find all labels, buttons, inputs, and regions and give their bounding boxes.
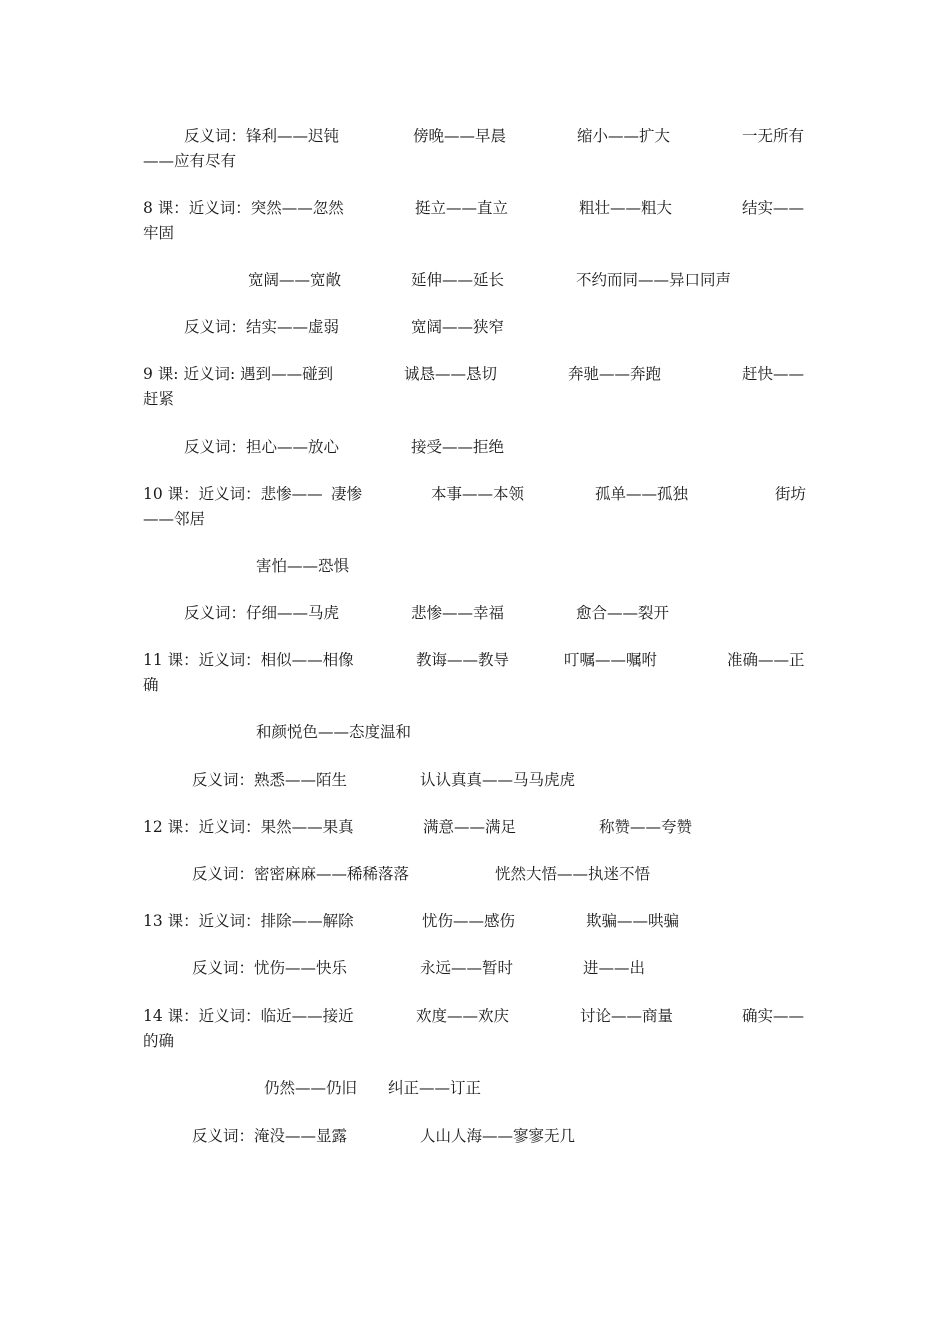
text-line: 称赞——夸赞 [599,818,693,836]
text-line: 奔驰——奔跑 [568,365,662,383]
text-line: 不约而同——异口同声 [576,271,732,289]
text-line: 13 课：近义词：排除——解除 [143,912,354,930]
text-line: 永远——暂时 [420,959,514,977]
text-line: 讨论——商量 [580,1007,674,1025]
text-line: ——应有尽有 [143,152,237,170]
text-line: 11 课：近义词：相似——相像 [143,651,354,669]
text-line: 和颜悦色——态度温和 [256,723,412,741]
text-line: 反义词：忧伤——快乐 [192,959,348,977]
text-line: 的确 [143,1032,175,1050]
text-line: ——邻居 [143,510,206,528]
text-line: 赶快—— [742,365,805,383]
text-line: 本事——本领 [431,485,525,503]
text-line: 赶紧 [143,390,175,408]
text-line: 反义词：仔细——马虎 [184,604,340,622]
text-line: 欺骗——哄骗 [586,912,680,930]
text-line: 教诲——教导 [416,651,510,669]
text-line: 粗壮——粗大 [579,199,673,217]
text-line: 反义词：密密麻麻——稀稀落落 [192,865,410,883]
text-line: 反义词：担心——放心 [184,438,340,456]
text-line: 反义词：结实——虚弱 [184,318,340,336]
text-line: 8 课：近义词：突然——忽然 [143,199,344,217]
text-line: 凄惨 [331,485,363,503]
text-line: 傍晚——早晨 [413,127,507,145]
text-line: 叮嘱——嘱咐 [564,651,658,669]
text-line: 反义词：锋利——迟钝 [184,127,340,145]
text-line: 准确——正 [727,651,805,669]
text-line: 孤单——孤独 [595,485,689,503]
text-line: 接受——拒绝 [411,438,505,456]
text-line: 确 [143,676,159,694]
text-line: 延伸——延长 [411,271,505,289]
text-line: 认认真真——马马虎虎 [420,771,576,789]
text-line: 恍然大悟——执迷不悟 [495,865,651,883]
text-line: 诚恳——恳切 [404,365,498,383]
text-line: 悲惨——幸福 [411,604,505,622]
text-line: 进——出 [583,959,646,977]
text-line: 忧伤——感伤 [422,912,516,930]
text-line: 一无所有 [742,127,805,145]
text-line: 结实—— [742,199,805,217]
text-line: 10 课：近义词：悲惨—— [143,485,323,503]
text-line: 害怕——恐惧 [256,557,350,575]
text-line: 仍然——仍旧 [264,1079,358,1097]
text-line: 牢固 [143,224,175,242]
text-line: 宽阔——狭窄 [411,318,505,336]
text-line: 反义词：熟悉——陌生 [192,771,348,789]
text-line: 愈合——裂开 [576,604,670,622]
text-line: 确实—— [742,1007,805,1025]
text-line: 缩小——扩大 [577,127,671,145]
text-line: 12 课：近义词：果然——果真 [143,818,354,836]
text-line: 街坊 [775,485,807,503]
text-line: 14 课：近义词：临近——接近 [143,1007,354,1025]
text-line: 宽阔——宽敞 [248,271,342,289]
text-line: 满意——满足 [423,818,517,836]
text-line: 纠正——订正 [388,1079,482,1097]
text-line: 人山人海——寥寥无几 [420,1127,576,1145]
text-line: 反义词：淹没——显露 [192,1127,348,1145]
text-line: 挺立——直立 [415,199,509,217]
text-line: 欢度——欢庆 [416,1007,510,1025]
text-line: 9 课: 近义词: 遇到——碰到 [143,365,334,383]
